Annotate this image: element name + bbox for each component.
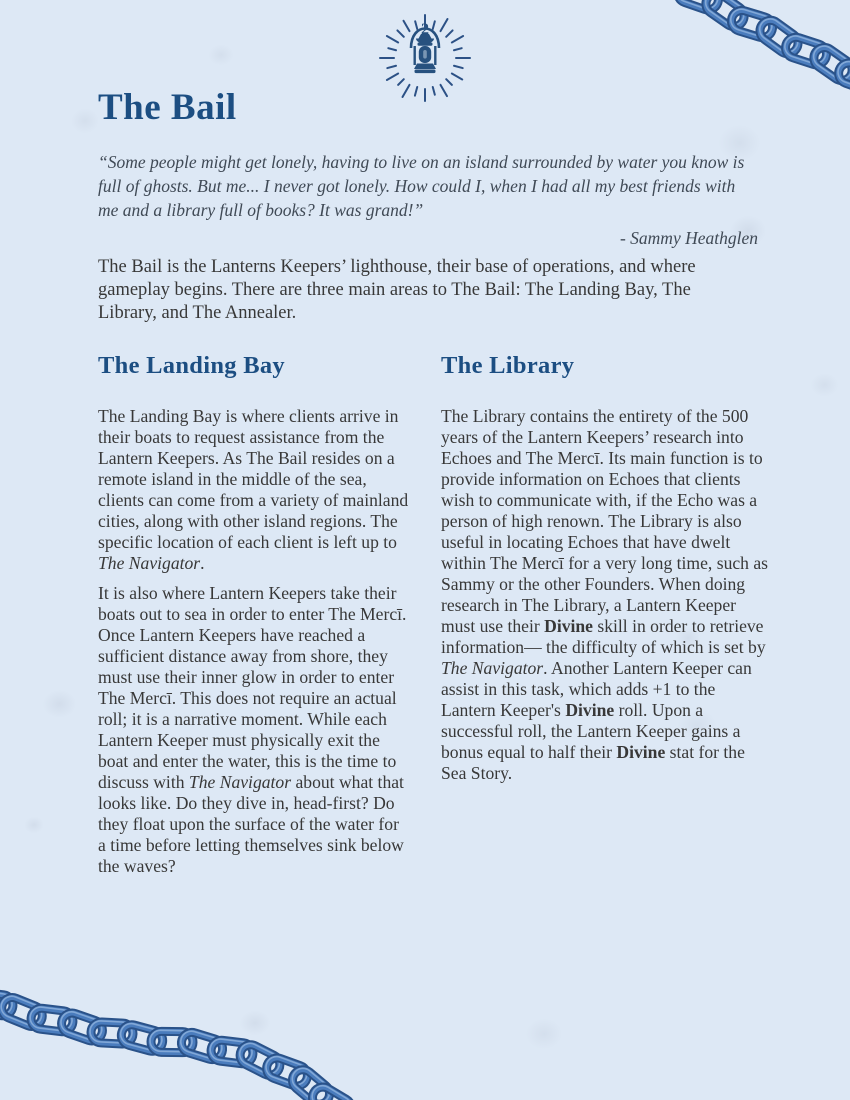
library-heading: The Library — [441, 352, 575, 379]
text-run: about what that looks like. Do they dive in, head-first? Do they float upon the surface of the water for a time before letting themselves sink below the waves? — [98, 772, 404, 876]
page-number: 2 — [421, 21, 429, 38]
text-run: roll. Upon a successful roll, the Lantern Keeper gains a bonus equal to half their — [441, 700, 741, 762]
text-run: The Navigator — [188, 772, 292, 792]
quote-text: “Some people might get lonely, having to live on an island surrounded by water you know is full of ghosts. But me... I never got lonely. How could I, when I had all my best friends with me and a library full of books? It was grand!” — [98, 152, 745, 220]
page-title: The Bail — [98, 87, 237, 128]
text-run: skill in order to retrieve information— the difficulty of which is set by — [441, 616, 766, 657]
text-run: . — [200, 553, 205, 573]
section-library — [441, 352, 773, 886]
landing-bay-heading: The Landing Bay — [98, 352, 285, 379]
text-run: Divine — [565, 700, 615, 720]
chain-bottom-left — [0, 990, 356, 1100]
text-run: Divine — [544, 616, 593, 636]
text-run: The Library contains the entirety of the 500 years of the Lantern Keepers’ research into Echoes and The Mercī. Its main function is to provide information on Echoes that clients wish to communicate with, if the Echo was a person of high renown. The Library is also useful in locating Echoes that have dwelt within The Mercī for a very long time, such as Sammy or the other Founders. When doing research in The Library, a Lantern Keeper must use their — [441, 406, 769, 636]
landing-bay-paragraph-2 — [98, 583, 411, 877]
quote-block — [98, 150, 758, 249]
text-run: . Another Lantern Keeper can assist in this task, which adds +1 to the Lantern Keeper's — [441, 658, 752, 720]
chain-top-right — [674, 0, 850, 94]
text-run: Divine — [616, 742, 666, 762]
two-column-layout — [98, 352, 773, 886]
lantern-icon — [377, 4, 473, 109]
text-run: The Navigator — [441, 658, 544, 678]
landing-bay-paragraph-1 — [98, 406, 411, 574]
text-run: The Landing Bay is where clients arrive in their boats to request assistance from the Lantern Keepers. As The Bail resides on a remote island in the middle of the sea, clients can come from a variety of mainland cities, along with other island regions. The specific location of each client is left up to — [98, 406, 409, 552]
text-run: stat for the Sea Story. — [441, 742, 745, 783]
text-run: It is also where Lantern Keepers take their boats out to sea in order to enter The Mercī. Once Lantern Keepers have reached a sufficient distance away from shore, they must use their inner glow in order to enter The Mercī. This does not require an actual roll; it is a narrative moment. While each Lantern Keeper must physically exit the boat and enter the water, this is the time to discuss with — [98, 583, 407, 792]
section-landing-bay — [98, 352, 411, 886]
intro-paragraph: The Bail is the Lanterns Keepers’ lighthouse, their base of operations, and where gameplay begins. There are three main areas to The Bail: The Landing Bay, The Library, and The Annealer. — [98, 257, 696, 323]
library-paragraph — [441, 406, 773, 784]
text-run: The Navigator — [98, 553, 201, 573]
quote-attribution: - Sammy Heathglen — [619, 228, 758, 248]
